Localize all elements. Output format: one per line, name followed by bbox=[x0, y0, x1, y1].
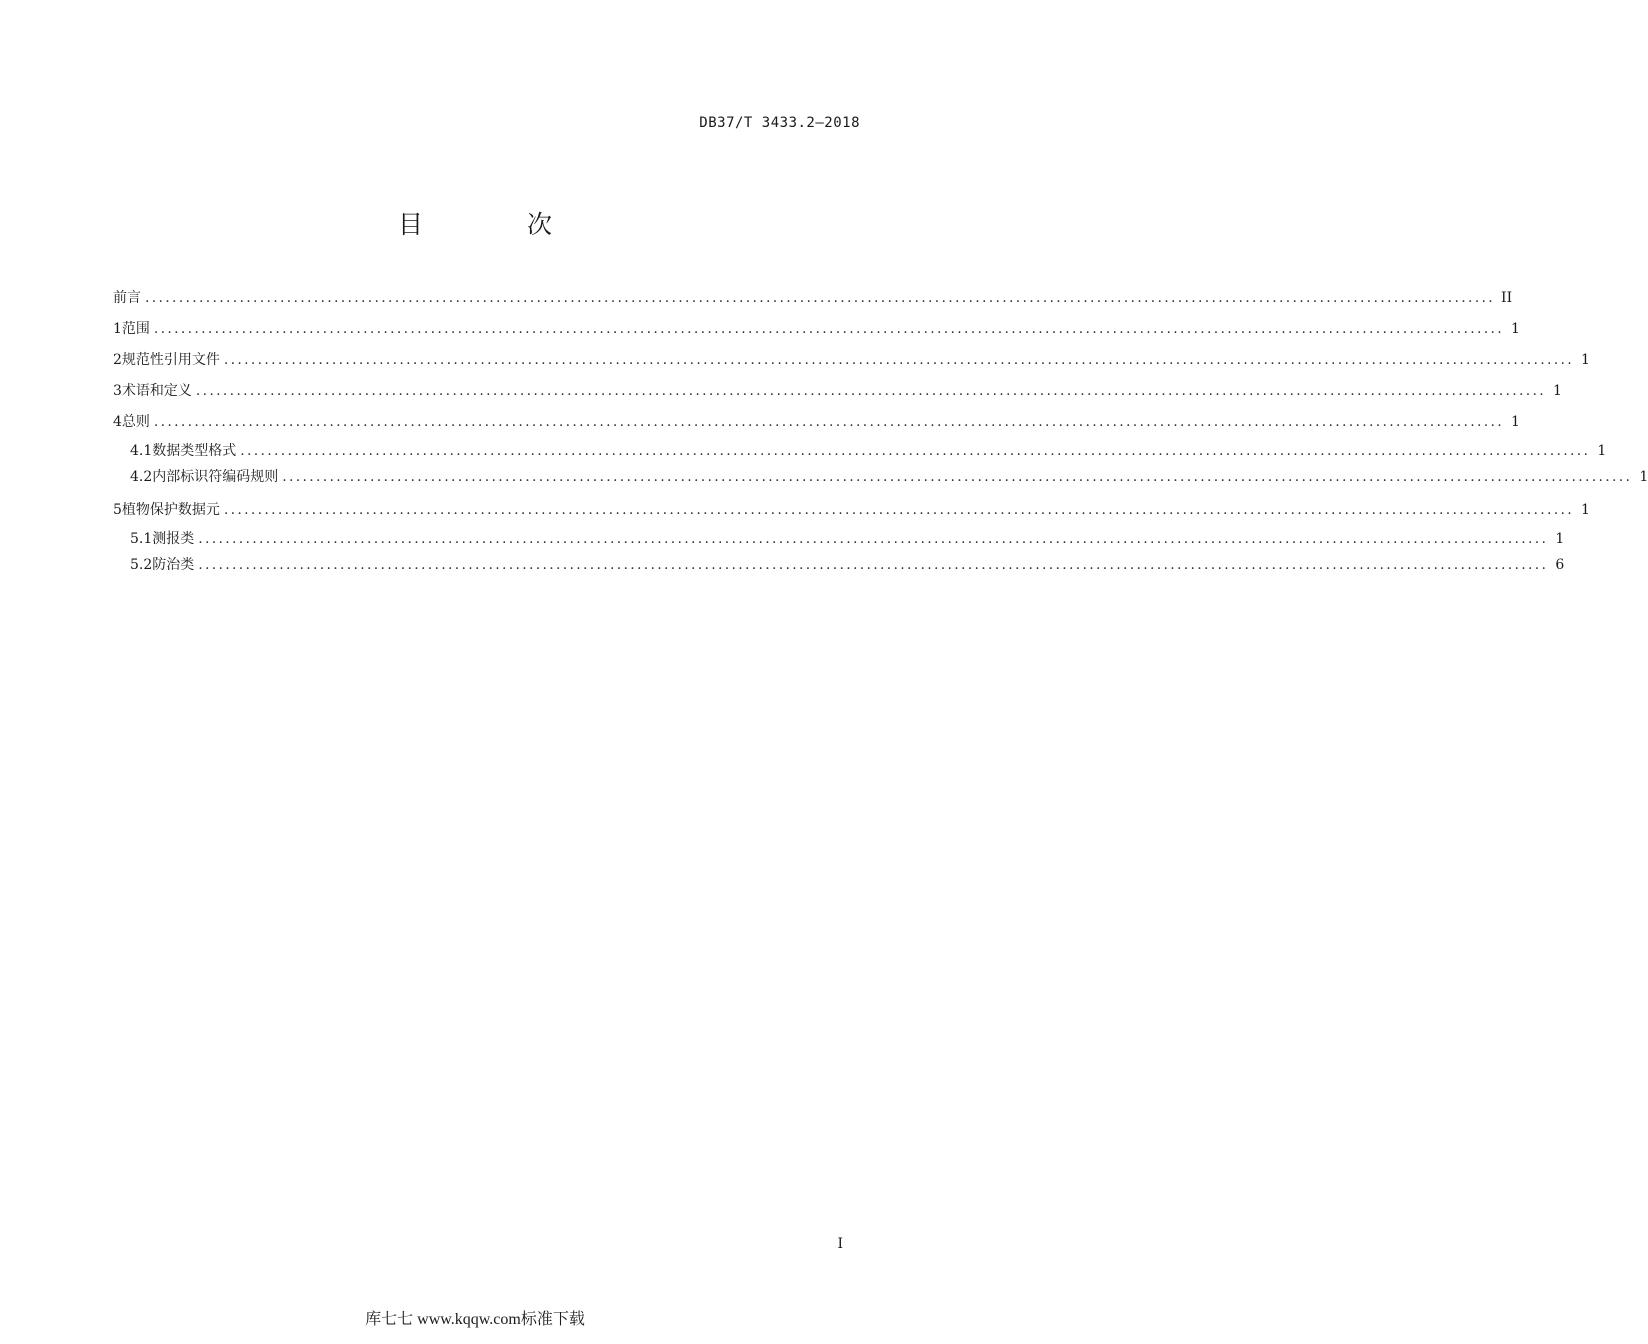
toc-entry-data-type-format[interactable] bbox=[113, 438, 1607, 464]
toc-entry-identifier-coding-rules[interactable] bbox=[113, 464, 1648, 490]
toc-leader-dots: ........................................................................................................................................................................................................ bbox=[282, 469, 1633, 485]
toc-number: 4 bbox=[113, 414, 122, 430]
toc-leader-dots: ........................................................................................................................................................................................................ bbox=[153, 414, 1504, 430]
toc-leader-dots: ........................................................................................................................................................................................................ bbox=[195, 383, 1546, 399]
toc-page: 1 bbox=[1581, 352, 1590, 368]
table-of-contents bbox=[113, 283, 1648, 578]
toc-number: 5.2 bbox=[130, 557, 153, 573]
toc-label: 测报类 bbox=[152, 531, 195, 547]
toc-entry-forecasting[interactable] bbox=[113, 526, 1565, 552]
toc-leader-dots: ........................................................................................................................................................................................................ bbox=[153, 321, 1504, 337]
toc-entry-control[interactable] bbox=[113, 552, 1565, 578]
toc-number: 3 bbox=[113, 383, 122, 399]
page-title: 目 次 bbox=[398, 210, 600, 239]
doc-code: DB37/T 3433.2—2018 bbox=[699, 115, 860, 131]
toc-leader-dots: ........................................................................................................................................................................................................ bbox=[223, 502, 1574, 518]
toc-leader-dots: ........................................................................................................................................................................................................ bbox=[240, 443, 1591, 459]
toc-label: 前言 bbox=[113, 290, 141, 306]
toc-label: 总则 bbox=[121, 414, 150, 430]
toc-page: 1 bbox=[1511, 321, 1520, 337]
toc-entry-plant-protection-data-elements[interactable] bbox=[113, 495, 1590, 526]
toc-entry-normative-references[interactable] bbox=[113, 345, 1590, 376]
toc-label: 防治类 bbox=[152, 557, 195, 573]
toc-page: 1 bbox=[1639, 469, 1648, 485]
toc-number: 5.1 bbox=[130, 531, 153, 547]
toc-page: II bbox=[1501, 290, 1513, 306]
toc-leader-dots: ........................................................................................................................................................................................................ bbox=[198, 557, 1549, 573]
toc-number: 4.2 bbox=[130, 469, 153, 485]
toc-number: 4.1 bbox=[130, 443, 153, 459]
toc-label: 范围 bbox=[121, 321, 150, 337]
toc-entry-terms-definitions[interactable] bbox=[113, 376, 1562, 407]
page-number: I bbox=[837, 1236, 843, 1252]
toc-page: 6 bbox=[1555, 557, 1565, 573]
toc-label: 规范性引用文件 bbox=[121, 352, 220, 368]
toc-number: 5 bbox=[113, 502, 122, 518]
toc-label: 植物保护数据元 bbox=[121, 502, 220, 518]
toc-page: 1 bbox=[1555, 531, 1565, 547]
toc-page: 1 bbox=[1553, 383, 1562, 399]
toc-page: 1 bbox=[1511, 414, 1520, 430]
toc-label: 术语和定义 bbox=[121, 383, 192, 399]
toc-page: 1 bbox=[1597, 443, 1607, 459]
toc-entry-general[interactable] bbox=[113, 407, 1520, 438]
toc-leader-dots: ........................................................................................................................................................................................................ bbox=[223, 352, 1574, 368]
toc-leader-dots: ........................................................................................................................................................................................................ bbox=[198, 531, 1549, 547]
footer-watermark[interactable]: 库七七 www.kqqw.com标准下载 bbox=[365, 1311, 585, 1328]
toc-number: 2 bbox=[113, 352, 122, 368]
toc-leader-dots: ........................................................................................................................................................................................................ bbox=[145, 290, 1496, 306]
toc-label: 内部标识符编码规则 bbox=[152, 469, 279, 485]
toc-label: 数据类型格式 bbox=[152, 443, 237, 459]
toc-entry-scope[interactable] bbox=[113, 314, 1520, 345]
toc-entry-foreword[interactable] bbox=[113, 283, 1513, 314]
toc-number: 1 bbox=[113, 321, 122, 337]
toc-page: 1 bbox=[1581, 502, 1590, 518]
